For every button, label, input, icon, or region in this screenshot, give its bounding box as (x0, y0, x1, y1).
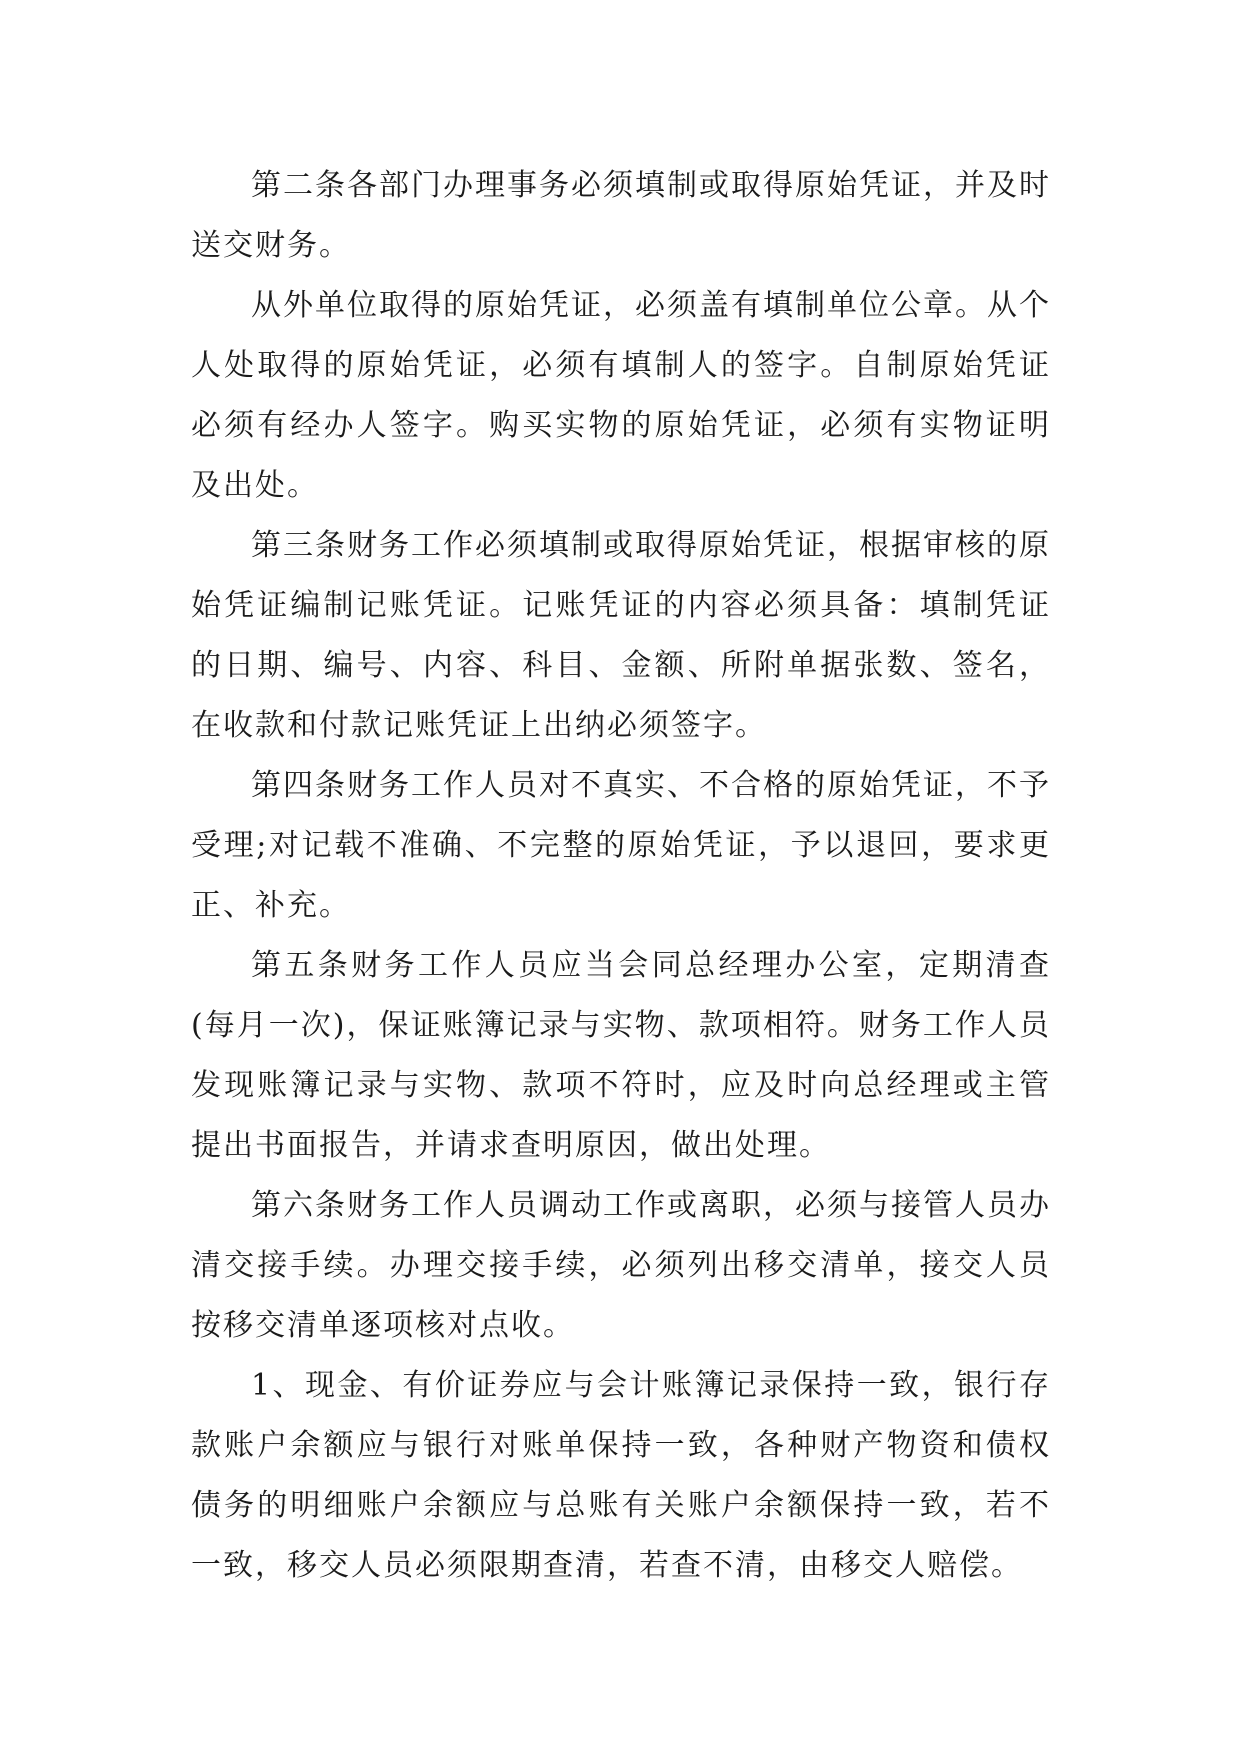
paragraph-article-2: 第二条各部门办理事务必须填制或取得原始凭证，并及时送交财务。 (191, 168, 1051, 263)
paragraph-article-5: 第五条财务工作人员应当会同总经理办公室，定期清查(每月一次)，保证账簿记录与实物、款项相符。财务工作人员发现账簿记录与实物、款项不符时，应及时向总经理或主管提出书面报告，并请求查明原因，做出处理。 (191, 948, 1051, 1163)
document-body (191, 156, 1051, 1596)
paragraph-article-6: 第六条财务工作人员调动工作或离职，必须与接管人员办清交接手续。办理交接手续，必须列出移交清单，接交人员按移交清单逐项核对点收。 (191, 1188, 1051, 1343)
paragraph-article-4: 第四条财务工作人员对不真实、不合格的原始凭证，不予受理;对记载不准确、不完整的原始凭证，予以退回，要求更正、补充。 (191, 768, 1051, 923)
paragraph-article-3: 第三条财务工作必须填制或取得原始凭证，根据审核的原始凭证编制记账凭证。记账凭证的内容必须具备：填制凭证的日期、编号、内容、科目、金额、所附单据张数、签名，在收款和付款记账凭证上出纳必须签字。 (191, 528, 1051, 743)
paragraph-article-2-details: 从外单位取得的原始凭证，必须盖有填制单位公章。从个人处取得的原始凭证，必须有填制人的签字。自制原始凭证必须有经办人签字。购买实物的原始凭证，必须有实物证明及出处。 (191, 288, 1051, 503)
paragraph-item-1: 1、现金、有价证券应与会计账簿记录保持一致，银行存款账户余额应与银行对账单保持一致，各种财产物资和债权债务的明细账户余额应与总账有关账户余额保持一致，若不一致，移交人员必须限期查清，若查不清，由移交人赔偿。 (191, 1368, 1051, 1583)
